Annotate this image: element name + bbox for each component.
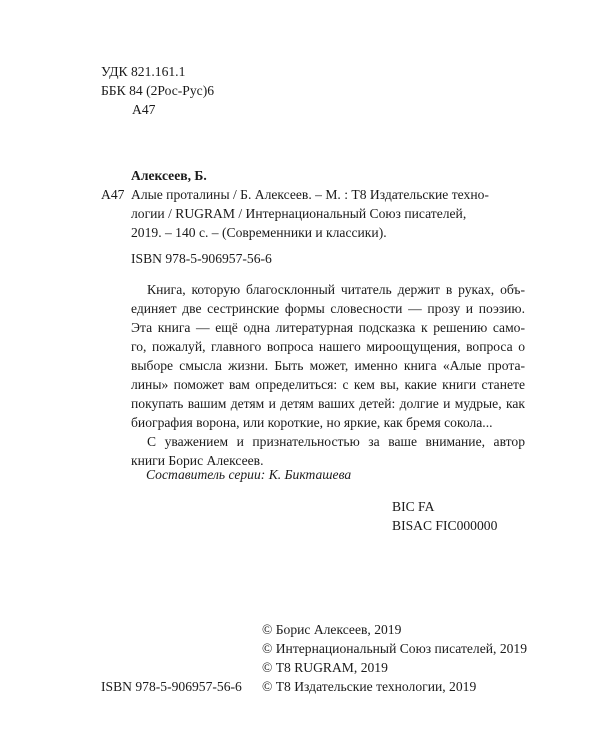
entry-author: Алексеев, Б.: [131, 168, 207, 183]
entry-isbn: ISBN 978-5-906957-56-6: [131, 251, 272, 266]
annotation-paragraph-1: [131, 280, 525, 432]
annotation-line: лины» поможет вам определиться: с кем вы, какие книги станете: [131, 377, 525, 392]
annotation-line: го, пожалуй, главного вопроса нашего мироощущения, вопроса о: [131, 339, 525, 354]
annotation-line: книги Борис Алексеев.: [131, 453, 264, 468]
annotation: [131, 280, 525, 470]
annotation-line: С уважением и признательностью за ваше внимание, автор: [147, 434, 525, 449]
copyright-line: © Т8 RUGRAM, 2019: [262, 660, 388, 675]
copyright-line: © Т8 Издательские технологии, 2019: [262, 679, 477, 694]
udk-code: УДК 821.161.1: [101, 64, 186, 79]
footer-isbn: ISBN 978-5-906957-56-6: [101, 679, 242, 694]
annotation-line: Эта книга — ещё одна литературная подсказка к решению само-: [131, 320, 525, 335]
annotation-line: выборе смысла жизни. Быть может, именно книга «Алые прота-: [131, 358, 525, 373]
classification-codes: [101, 62, 214, 119]
annotation-line: биография ворона, или короткие, но яркие, как бремя сокола...: [131, 415, 493, 430]
entry-line: Алые проталины / Б. Алексеев. – М. : Т8 Издательские техно-: [131, 187, 489, 202]
author-sign-code: А47: [132, 102, 156, 117]
bic-codes: [392, 497, 497, 535]
annotation-line: Книга, которую благосклонный читатель держит в руках, объ-: [147, 282, 525, 297]
bbk-code: ББК 84 (2Рос-Рус)6: [101, 83, 215, 98]
copyright-line: © Борис Алексеев, 2019: [262, 622, 402, 637]
annotation-line: единяет две сестринские формы словесности — прозу и поэзию.: [131, 301, 525, 316]
copyright-notices: [262, 620, 527, 696]
annotation-line: покупать вашим детям и детям ваших детей: долгие и мудрые, как: [131, 396, 525, 411]
series-compiler: Составитель серии: К. Бикташева: [146, 467, 352, 482]
copyright-line: © Интернациональный Союз писателей, 2019: [262, 641, 528, 656]
bisac-code: BISAC FIC000000: [392, 518, 498, 533]
bibliographic-entry: [131, 185, 489, 242]
entry-side-code: А47: [101, 187, 125, 202]
bic-code: BIC FA: [392, 499, 435, 514]
entry-line: логии / RUGRAM / Интернациональный Союз писателей,: [131, 206, 467, 221]
entry-line: 2019. – 140 с. – (Современники и классики).: [131, 225, 387, 240]
